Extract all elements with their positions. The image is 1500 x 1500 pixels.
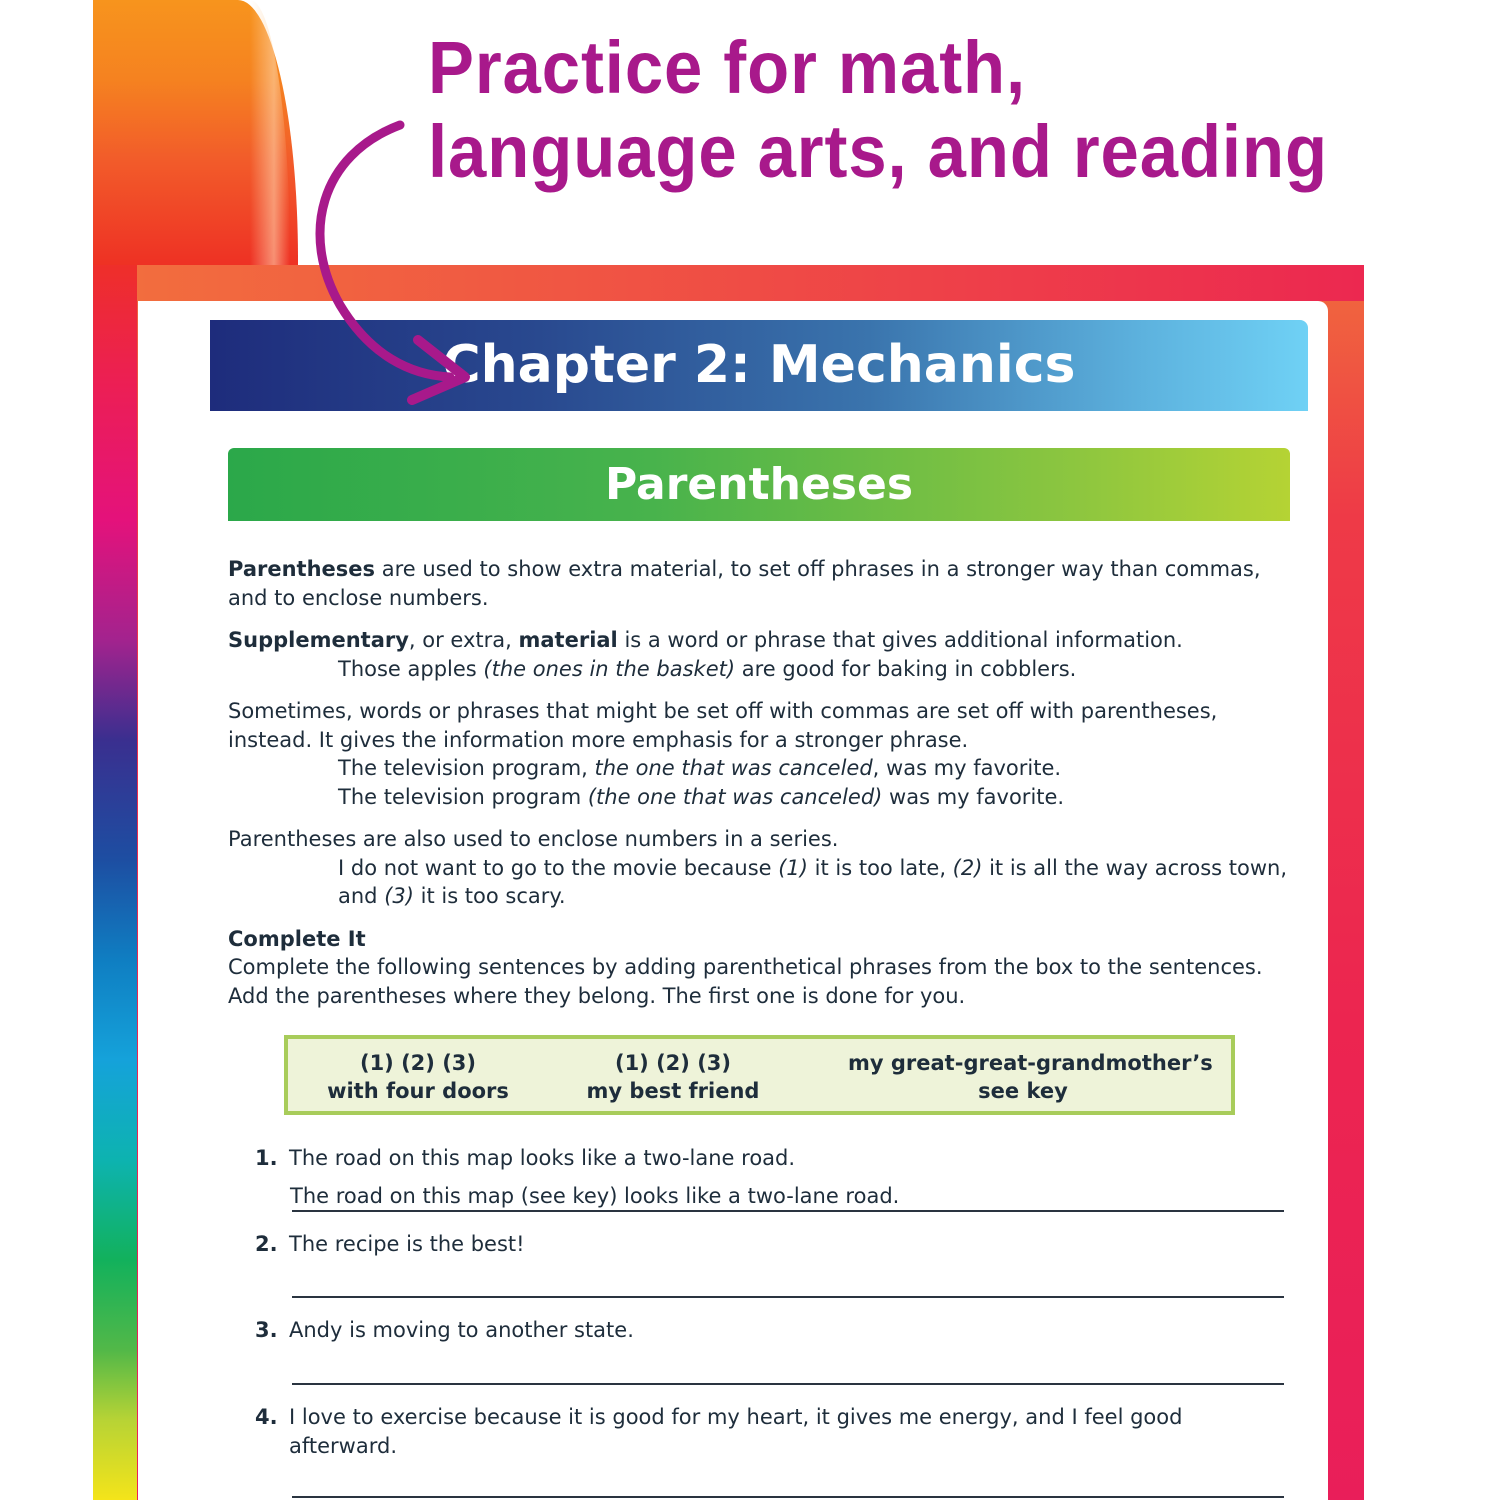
emphasis-example-1 <box>228 754 1298 783</box>
num-3: (3) <box>384 884 414 908</box>
emphasis-block <box>228 697 1298 811</box>
example-pre: Those apples <box>338 656 484 681</box>
headline-line-1: Practice for math, <box>428 26 1027 109</box>
section-title: Parentheses <box>604 459 914 510</box>
num-1: (1) <box>778 855 808 880</box>
ex2-italic: (the one that was canceled) <box>587 784 883 809</box>
ex1-italic: the one that was canceled <box>594 756 873 780</box>
question-text: The road on this map looks like a two-lane road. <box>289 1146 796 1170</box>
ex1-pre: The television program, <box>338 756 595 780</box>
complete-instructions: Complete the following sentences by adding parenthetical phrases from the box to the sentences. Add the parentheses where they belong. The first one is done for you. <box>228 955 1263 1008</box>
lesson-body <box>228 555 1298 1024</box>
numbers-block <box>228 825 1298 911</box>
chapter-title: Chapter 2: Mechanics <box>442 335 1076 395</box>
cover-shine <box>250 0 290 265</box>
example-post: are good for baking in cobblers. <box>735 656 1077 681</box>
answer-line-4[interactable] <box>292 1496 1284 1498</box>
section-banner <box>228 448 1290 521</box>
supplementary-example <box>228 655 1298 684</box>
word-box-col-1 <box>318 1049 518 1105</box>
word-box-item: see key <box>978 1079 1068 1103</box>
emphasis-paragraph: Sometimes, words or phrases that might be set off with commas are set off with parentheses, instead. It gives the information more emphasis for a stronger phrase. <box>228 699 1218 752</box>
ex1-post: , was my favorite. <box>872 756 1062 780</box>
word-box-item: my best friend <box>586 1079 760 1103</box>
supplementary-block <box>228 626 1298 683</box>
word-box-item: with four doors <box>327 1079 509 1103</box>
word-box-col-3 <box>848 1049 1213 1105</box>
answer-line-1[interactable] <box>292 1210 1284 1212</box>
emphasis-example-2 <box>228 783 1298 812</box>
num-mid-1: it is too late, <box>807 855 953 880</box>
complete-heading <box>228 925 1298 954</box>
num-mid-2: it is all the way across town, and <box>338 855 1288 908</box>
word-box-item: (1) (2) (3) <box>359 1051 477 1075</box>
supplementary-term: Supplementary <box>228 628 409 652</box>
example-italic: (the ones in the basket) <box>483 656 736 681</box>
question-number: 1. <box>255 1146 278 1170</box>
supplementary-rest: is a word or phrase that gives additional information. <box>617 628 1183 652</box>
intro-text: are used to show extra material, to set off phrases in a stronger way than commas, and to enclose numbers. <box>228 557 1261 610</box>
answer-line-3[interactable] <box>292 1383 1284 1385</box>
supplementary-mid: , or extra, <box>408 628 519 652</box>
question-text: I love to exercise because it is good for my heart, it gives me energy, and I feel good afterward. <box>289 1405 1183 1458</box>
question-number: 2. <box>255 1232 278 1256</box>
ex2-post: was my favorite. <box>882 784 1065 809</box>
word-box-item: my great-great-grandmother’s <box>848 1051 1213 1075</box>
question-text: The recipe is the best! <box>289 1232 525 1256</box>
num-ex-pre: I do not want to go to the movie because <box>338 855 779 880</box>
answer-1: The road on this map (see key) looks like a two-lane road. <box>290 1184 900 1208</box>
numbers-paragraph: Parentheses are also used to enclose numbers in a series. <box>228 827 839 851</box>
word-box-item: (1) (2) (3) <box>614 1051 732 1075</box>
question-number: 4. <box>255 1405 278 1429</box>
supplementary-paragraph <box>228 626 1298 655</box>
material-term: material <box>518 628 618 652</box>
num-2: (2) <box>952 855 983 880</box>
intro-paragraph <box>228 555 1298 612</box>
curved-arrow-icon <box>300 115 500 405</box>
num-ex-post: it is too scary. <box>413 884 566 908</box>
headline-line-2: language arts, and reading <box>428 110 1328 193</box>
word-box <box>284 1035 1235 1115</box>
intro-term: Parentheses <box>228 557 376 581</box>
answer-line-2[interactable] <box>292 1296 1284 1298</box>
headline <box>428 26 1414 194</box>
word-box-col-2 <box>573 1049 773 1105</box>
question-text: Andy is moving to another state. <box>289 1318 634 1342</box>
numbers-example <box>228 854 1298 911</box>
question-number: 3. <box>255 1318 278 1342</box>
complete-heading-text: Complete It <box>228 926 366 951</box>
ex2-pre: The television program <box>338 784 588 809</box>
